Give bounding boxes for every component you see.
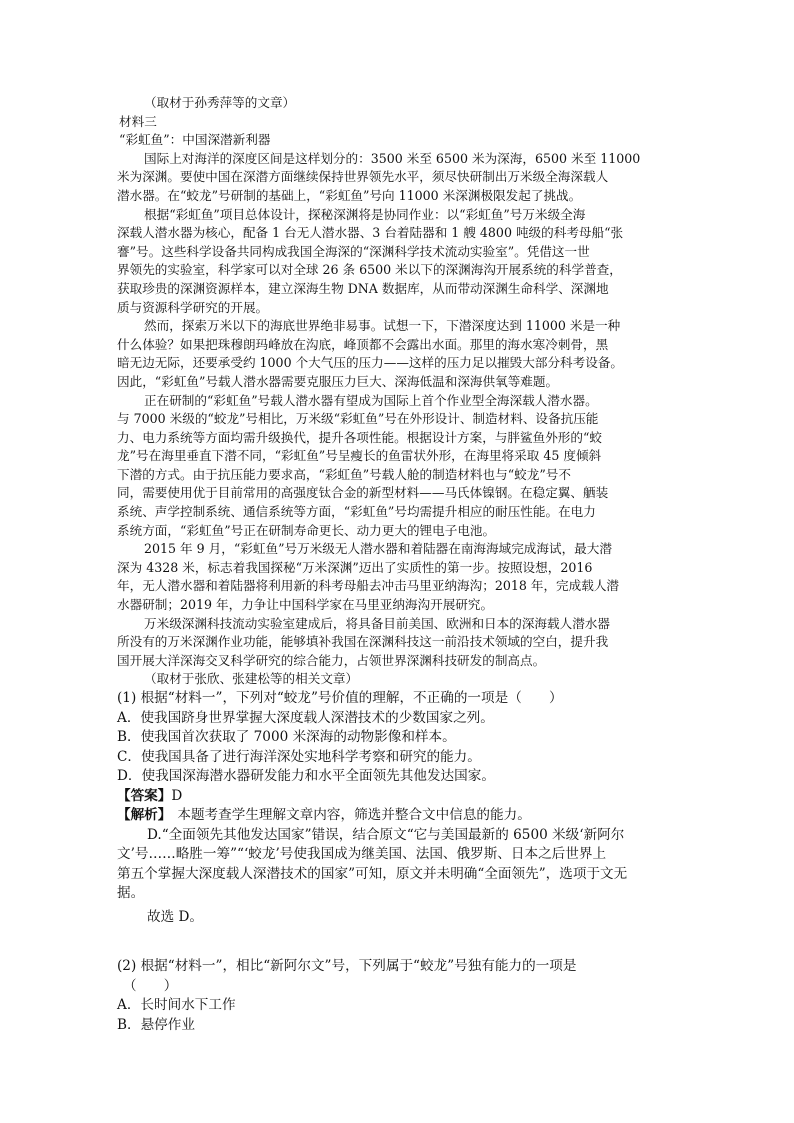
text-line: 暗无边无际，还要承受约 1000 个大气压的压力——这样的压力足以摧毁大部分科考设备。 [117, 355, 624, 371]
text-line: 年，无人潜水器和着陆器将利用新的科考母船去冲击马里亚纳海沟；2018 年，完成载人潜 [117, 578, 620, 594]
analysis-line: 第五个掌握大深度载人深潜技术的国家”可知，原文并未明确“全面领先”，选项于文无 [117, 865, 628, 882]
text-line: 深载人潜水器为核心，配备 1 台无人潜水器、3 台着陆器和 1 艘 4800 吨级的科考母船“张 [117, 225, 624, 241]
paragraph-6 [117, 615, 684, 671]
text-line: 水器研制；2019 年，力争让中国科学家在马里亚纳海沟开展研究。 [117, 597, 494, 613]
text-line: 深为 4328 米，标志着我国探秘“万米深渊”迈出了实质性的第一步。按照设想，2016 [117, 559, 593, 575]
option-b: B．悬停作业 [117, 1016, 195, 1033]
option-a: A．使我国跻身世界掌握大深度载人深潜技术的少数国家之列。 [117, 709, 494, 726]
analysis-row [117, 806, 684, 826]
answer-value: D [171, 787, 183, 804]
paragraph-4 [117, 392, 684, 541]
text-line: 与 7000 米级的“蛟龙”号相比，万米级“彩虹鱼”号在外形设计、制造材料、设备抗压能 [117, 411, 599, 427]
text-line: 因此，“彩虹鱼”号载人潜水器需要克服压力巨大、深海低温和深海供氧等难题。 [117, 373, 559, 389]
text-line: 系统、声学控制系统、通信系统等方面，“彩虹鱼”号均需提升相应的耐压性能。在电力 [117, 504, 596, 520]
analysis-line: 文’号……略胜一筹”“‘蛟龙’号使我国成为继美国、法国、俄罗斯、日本之后世界上 [117, 846, 607, 862]
text-line: 米为深渊。要使中国在深潜方面继续保持世界领先水平，须尽快研制出万米级全海深载人 [117, 169, 609, 185]
question-2 [117, 957, 684, 1035]
paragraph-5 [117, 540, 684, 614]
question-1 [117, 689, 684, 927]
text-line: 力、电力系统等方面均需升级换代，提升各项性能。根据设计方案，与胖鲨鱼外形的“蛟 [117, 429, 603, 445]
text-line: 然而，探索万米以下的海底世界绝非易事。试想一下，下潜深度达到 11000 米是一种 [144, 318, 621, 334]
conclusion: 故选 D。 [147, 908, 204, 925]
material-label: 材料三 [119, 113, 157, 129]
question-stem: (2) 根据“材料一”，相比“新阿尔文”号，下列属于“蛟龙”号独有能力的一项是 [117, 958, 577, 974]
material-title: “彩虹鱼”：中国深潜新利器 [119, 132, 271, 148]
analysis-label: 【解析】 [117, 807, 172, 823]
paragraph-1 [117, 150, 684, 206]
answer-parenthesis: （ ） [123, 977, 178, 994]
text-line: 潜水器。在“蛟龙”号研制的基础上，“彩虹鱼”号向 11000 米深渊极限发起了挑战。 [117, 187, 582, 203]
text-line: 下潜的方式。由于抗压能力要求高，“彩虹鱼”号载人舱的制造材料也与“蛟龙”号不 [117, 466, 571, 482]
text-line: 謇”号。这些科学设备共同构成我国全海深的“深渊科学技术流动实验室”。凭借这一世 [117, 243, 590, 259]
option-c: C．使我国具备了进行海洋深处实地科学考察和研究的能力。 [117, 748, 481, 765]
text-line: 根据“彩虹鱼”项目总体设计，探秘深渊将是协同作业：以“彩虹鱼”号万米级全海 [144, 206, 586, 222]
analysis-intro: 本题考查学生理解文章内容，筛选并整合文中信息的能力。 [177, 807, 531, 823]
text-line: 龙”号在海里垂直下潜不同，“彩虹鱼”号呈瘦长的鱼雷状外形，在海里将采取 45 度倾斜 [117, 448, 602, 464]
option-a: A．长时间水下工作 [117, 997, 236, 1013]
source-citation-1: （取材于孙秀萍等的文章） [144, 95, 296, 110]
analysis-line: D.“全面领先其他发达国家”错误，结合原文“它与美国最新的 6500 米级‘新阿尔 [147, 826, 625, 843]
question-stem: (1) 根据“材料一”，下列对“蛟龙”号价值的理解，不正确的一项是（ ） [117, 690, 563, 706]
text-line: 国际上对海洋的深度区间是这样划分的：3500 米至 6500 米为深海，6500 米至 11000 [144, 150, 641, 166]
paragraph-2 [117, 206, 684, 318]
text-line: 国开展大洋深海交叉科学研究的综合能力，占领世界深渊科技研发的制高点。 [117, 652, 546, 668]
text-line: 系统方面，“彩虹鱼”号正在研制寿命更长、动力更大的锂电子电池。 [117, 522, 496, 538]
document-page [117, 94, 684, 1035]
text-line: 质与资源科学研究的开展。 [117, 299, 269, 315]
text-line: 2015 年 9 月，“彩虹鱼”号万米级无人潜水器和着陆器在南海海域完成海试，最大潜 [144, 541, 612, 557]
option-b: B．使我国首次获取了 7000 米深海的动物影像和样本。 [117, 729, 456, 745]
analysis-line: 据。 [117, 885, 145, 901]
text-line: 什么体验？如果把珠穆朗玛峰放在沟底，峰顶都不会露出水面。那里的海水寒冷刺骨，黑 [117, 336, 609, 352]
text-line: 同，需要使用优于目前常用的高强度钛合金的新型材料——马氏体镍钢。在稳定翼、舾装 [117, 485, 609, 501]
answer-label: 【答案】 [117, 787, 172, 804]
source-citation-2: （取材于张欣、张建松等的相关文章） [144, 671, 359, 687]
answer-row [117, 787, 684, 807]
text-line: 万米级深渊科技流动实验室建成后，将具备目前美国、欧洲和日本的深海载人潜水器 [144, 615, 610, 631]
paragraph-3 [117, 317, 684, 391]
text-line: 所没有的万米深渊作业功能，能够填补我国在深渊科技这一前沿技术领域的空白，提升我 [117, 634, 609, 650]
text-line: 正在研制的“彩虹鱼”号载人潜水器有望成为国际上首个作业型全海深载人潜水器。 [144, 392, 598, 408]
text-line: 获取珍贵的深渊资源样本，建立深海生物 DNA 数据库，从而带动深渊生命科学、深渊地 [117, 280, 609, 296]
text-line: 界领先的实验室，科学家可以对全球 26 条 6500 米以下的深渊海沟开展系统的科学普查， [117, 262, 622, 278]
option-d: D．使我国深海潜水器研发能力和水平全面领先其他发达国家。 [117, 768, 495, 784]
